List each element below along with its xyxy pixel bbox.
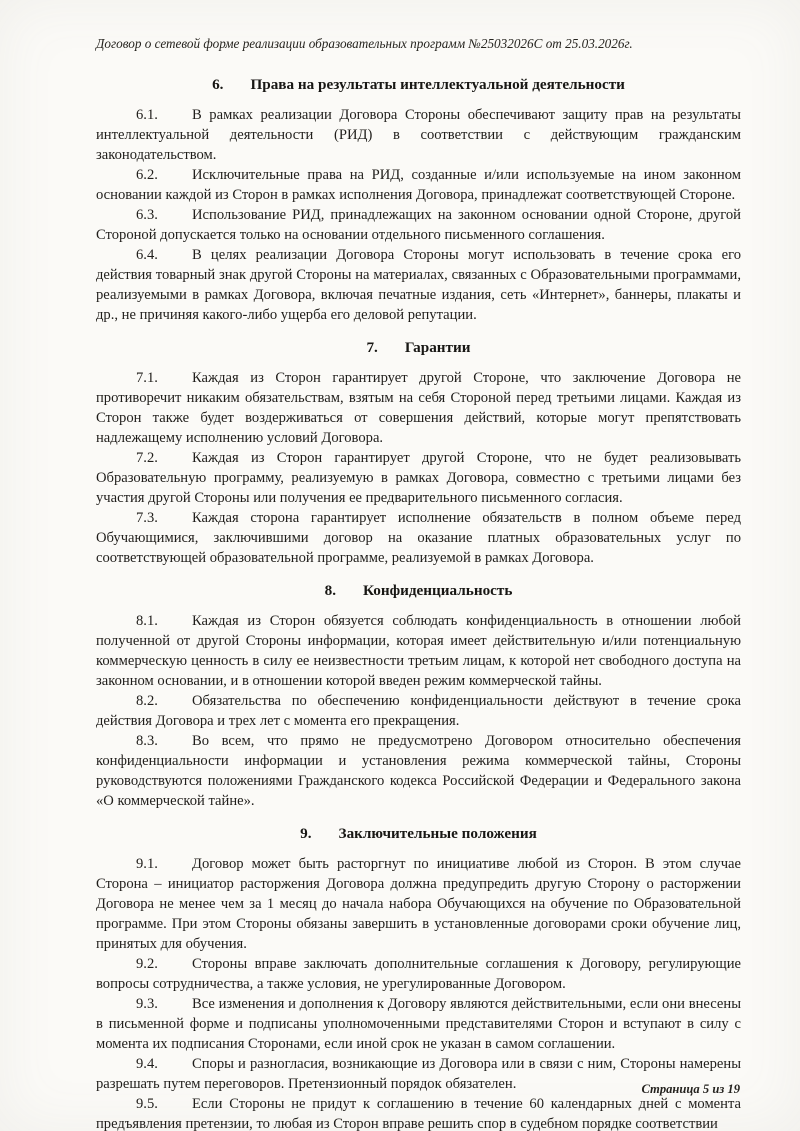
contract-clause: 8.1. Каждая из Сторон обязуется соблюдать конфиденциальность в отношении любой полученной от другой Стороны информации, которая имеет действительную и/или потенциальную коммерческую ценность в силу ее неизвестности третьим лицам, к которой нет свободного доступа на законном основании, и в отношении которой введен режим коммерческой тайны.	[96, 613, 741, 689]
contract-clause: 6.1. В рамках реализации Договора Стороны обеспечивают защиту прав на результаты интеллектуальной деятельности (РИД) в соответствии с действующим гражданским законодательством.	[96, 107, 741, 163]
clause-number: 7.3.	[136, 510, 158, 526]
contract-clause: 8.3. Во всем, что прямо не предусмотрено Договором относительно обеспечения конфиденциальности информации и установления режима коммерческой тайны, Стороны руководствуются положениями Гражданского кодекса Российской Федерации и Федерального закона «О коммерческой тайне».	[96, 733, 741, 809]
clause-number: 9.1.	[136, 856, 158, 872]
contract-clause: 7.1. Каждая из Сторон гарантирует другой Стороне, что заключение Договора не противоречит никаким обязательствам, взятым на себя Стороной перед третьими лицами. Каждая из Сторон также будет воздерживаться от совершения действий, которые могут препятствовать надлежащему исполнению условий Договора.	[96, 370, 741, 446]
clause-number: 6.2.	[136, 167, 158, 183]
clause-number: 6.4.	[136, 247, 158, 263]
clause-number: 9.3.	[136, 996, 158, 1012]
clause-number: 9.5.	[136, 1096, 158, 1112]
contract-clause: 9.3. Все изменения и дополнения к Договору являются действительными, если они внесены в письменной форме и подписаны уполномоченными представителями Сторон и вступают в силу с момента их подписания Сторонами, если иной срок не указан в самом соглашении.	[96, 996, 741, 1052]
document-running-header: Договор о сетевой форме реализации образовательных программ №25032026С от 25.03.2026г.	[96, 36, 633, 51]
section-number: 6.	[212, 76, 224, 93]
section-title: Заключительные положения	[338, 825, 537, 842]
section-heading	[96, 581, 741, 600]
section-title: Гарантии	[404, 339, 471, 356]
clause-number: 6.3.	[136, 207, 158, 223]
clause-number: 8.1.	[136, 613, 158, 629]
document-body	[96, 62, 741, 1131]
clause-number: 7.2.	[136, 450, 158, 466]
section-title: Права на результаты интеллектуальной деятельности	[250, 76, 625, 93]
contract-clause: 9.2. Стороны вправе заключать дополнительные соглашения к Договору, регулирующие вопросы сотрудничества, а также условия, не урегулированные Договором.	[96, 956, 741, 992]
contract-clause: 6.2. Исключительные права на РИД, созданные и/или используемые на ином законном основании каждой из Сторон в рамках исполнения Договора, принадлежат соответствующей Стороне.	[96, 167, 741, 203]
section-heading	[96, 338, 741, 357]
clause-number: 9.4.	[136, 1056, 158, 1072]
clause-number: 8.2.	[136, 693, 158, 709]
contract-clause: 7.2. Каждая из Сторон гарантирует другой Стороне, что не будет реализовывать Образовательную программу, реализуемую в рамках Договора, совместно с третьими лицами без участия другой Стороны или получения ее предварительного письменного согласия.	[96, 450, 741, 506]
clause-number: 8.3.	[136, 733, 158, 749]
contract-clause: 9.1. Договор может быть расторгнут по инициативе любой из Сторон. В этом случае Сторона – инициатор расторжения Договора должна предупредить другую Сторону о расторжении Договора не менее чем за 1 месяц до начала набора Обучающихся на обучение по Образовательной программе. При этом Стороны обязаны завершить в установленные договорами сроки обучение лиц, принятых для обучения.	[96, 856, 741, 952]
section-heading	[96, 824, 741, 843]
contract-clause: 8.2. Обязательства по обеспечению конфиденциальности действуют в течение срока действия Договора и трех лет с момента его прекращения.	[96, 693, 741, 729]
clause-number: 7.1.	[136, 370, 158, 386]
contract-clause: 6.4. В целях реализации Договора Стороны могут использовать в течение срока его действия товарный знак другой Стороны на материалах, связанных с Образовательными программами, реализуемыми в рамках Договора, включая печатные издания, сеть «Интернет», баннеры, плакаты и др., не причиняя какого-либо ущерба его деловой репутации.	[96, 247, 741, 323]
section-title: Конфиденциальность	[363, 582, 513, 599]
clause-number: 6.1.	[136, 107, 158, 123]
section-heading	[96, 75, 741, 94]
contract-clause: 7.3. Каждая сторона гарантирует исполнение обязательств в полном объеме перед Обучающимися, заключившими договор на оказание платных образовательных услуг по соответствующей образовательной программе, реализуемой в рамках Договора.	[96, 510, 741, 566]
contract-clause: 9.5. Если Стороны не придут к соглашению в течение 60 календарных дней с момента предъявления претензии, то любая из Сторон вправе решить спор в судебном порядке соответствии	[96, 1096, 741, 1131]
section-number: 9.	[300, 825, 312, 842]
contract-clause: 9.4. Споры и разногласия, возникающие из Договора или в связи с ним, Стороны намерены разрешать путем переговоров. Претензионный порядок обязателен.	[96, 1056, 741, 1092]
clause-number: 9.2.	[136, 956, 158, 972]
section-number: 7.	[366, 339, 378, 356]
page-number-footer: Страница 5 из 19	[641, 1082, 740, 1096]
section-number: 8.	[324, 582, 336, 599]
contract-clause: 6.3. Использование РИД, принадлежащих на законном основании одной Стороне, другой Стороной допускается только на основании отдельного письменного соглашения.	[96, 207, 741, 243]
